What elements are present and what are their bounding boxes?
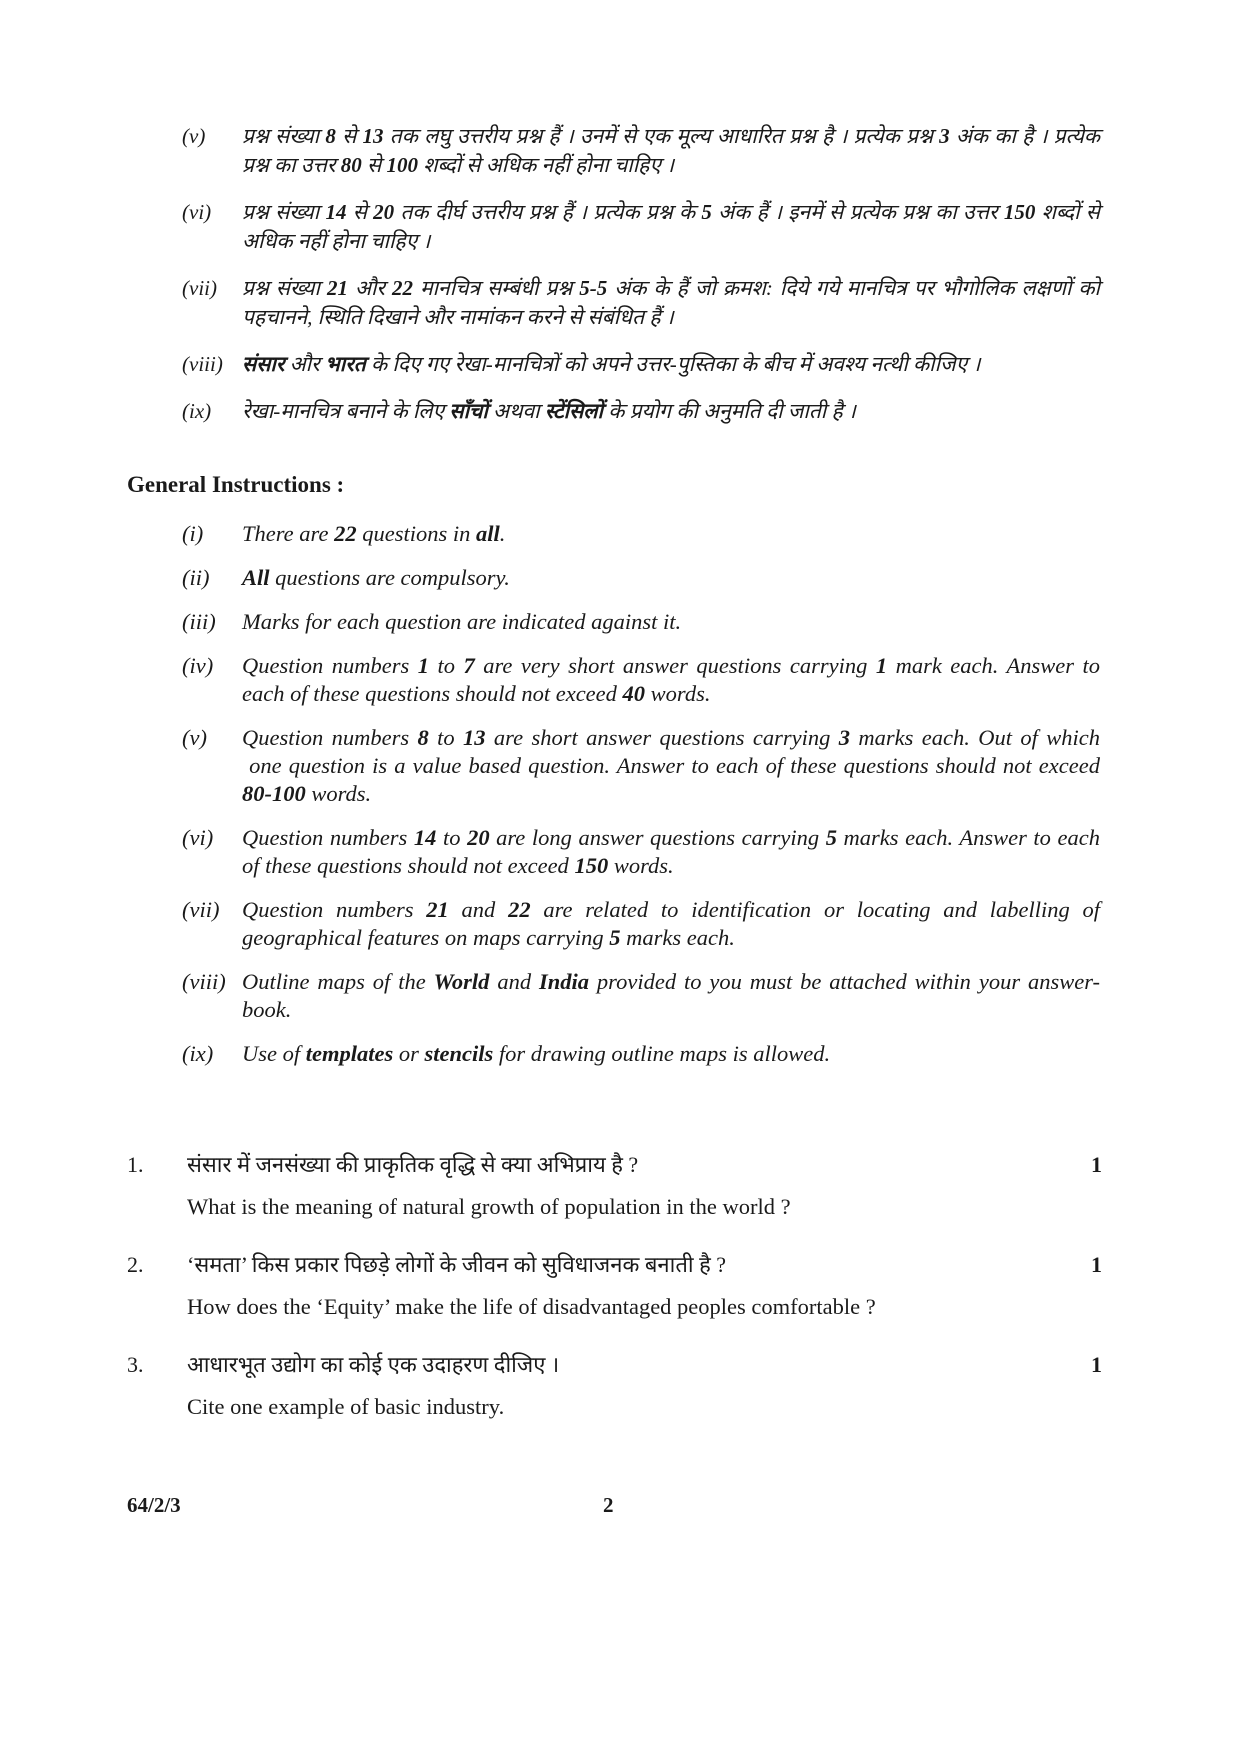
question-hindi-text: संसार में जनसंख्या की प्राकृतिक वृद्धि से क्या अभिप्राय है ? bbox=[187, 1152, 639, 1177]
hindi-instruction-item-number: (vii) bbox=[182, 276, 217, 300]
hindi-instruction-item bbox=[182, 274, 1100, 332]
question-hindi-text: आधारभूत उद्योग का कोई एक उदाहरण दीजिए । bbox=[187, 1352, 560, 1377]
hindi-instruction-item-number: (vi) bbox=[182, 200, 212, 224]
english-instruction-item-text: Question numbers 1 to 7 are very short answer questions carrying 1 mark each. Answer to each of these questions should not exceed 40 words. bbox=[242, 653, 1100, 706]
hindi-instruction-item bbox=[182, 350, 1100, 379]
question-marks: 1 bbox=[1091, 1252, 1102, 1277]
english-instruction-item bbox=[182, 896, 1100, 952]
question-english-text: What is the meaning of natural growth of population in the world ? bbox=[187, 1194, 791, 1219]
english-instruction-item-text: Marks for each question are indicated against it. bbox=[242, 609, 682, 634]
english-instruction-item-text: All questions are compulsory. bbox=[242, 565, 510, 590]
question-marks: 1 bbox=[1091, 1152, 1102, 1177]
question-english-text: How does the ‘Equity’ make the life of disadvantaged peoples comfortable ? bbox=[187, 1294, 876, 1319]
english-instruction-item bbox=[182, 724, 1100, 808]
english-instruction-item-number: (iii) bbox=[182, 609, 216, 634]
english-instruction-item-number: (v) bbox=[182, 725, 207, 750]
english-instruction-item-number: (ix) bbox=[182, 1041, 214, 1066]
english-instruction-item-number: (ii) bbox=[182, 565, 210, 590]
page-number: 2 bbox=[603, 1493, 614, 1517]
hindi-instruction-item-text: प्रश्न संख्या 8 से 13 तक लघु उत्तरीय प्रश्न हैं । उनमें से एक मूल्य आधारित प्रश्न है । प्रत्येक प्रश्न 3 अंक का है । प्रत्येक प्रश्न का उत्तर 80 से 100 शब्दों से अधिक नहीं होना चाहिए । bbox=[242, 124, 1100, 177]
english-instruction-item bbox=[182, 968, 1100, 1024]
question-hindi-text: ‘समता’ किस प्रकार पिछड़े लोगों के जीवन को सुविधाजनक बनाती है ? bbox=[187, 1252, 727, 1277]
hindi-instruction-item-number: (viii) bbox=[182, 352, 223, 376]
english-instruction-item bbox=[182, 1040, 1100, 1068]
hindi-instruction-item-text: प्रश्न संख्या 21 और 22 मानचित्र सम्बंधी प्रश्न 5-5 अंक के हैं जो क्रमश: दिये गये मानचित्र पर भौगोलिक लक्षणों को पहचानने, स्थिति दिखाने और नामांकन करने से संबंधित हैं । bbox=[242, 276, 1100, 329]
english-instruction-item bbox=[182, 824, 1100, 880]
question-marks: 1 bbox=[1091, 1352, 1102, 1377]
hindi-instruction-item bbox=[182, 397, 1100, 426]
english-instructions-list bbox=[182, 520, 1100, 1084]
question-number: 2. bbox=[127, 1252, 144, 1277]
english-instruction-item bbox=[182, 564, 1100, 592]
question-item bbox=[127, 1350, 1102, 1422]
hindi-instructions-list bbox=[182, 122, 1100, 444]
hindi-instruction-item-number: (ix) bbox=[182, 399, 212, 423]
question-number: 3. bbox=[127, 1352, 144, 1377]
english-instruction-item bbox=[182, 520, 1100, 548]
english-instruction-item-text: Question numbers 14 to 20 are long answer questions carrying 5 marks each. Answer to each of these questions should not exceed 150 words. bbox=[242, 825, 1100, 878]
question-item bbox=[127, 1150, 1102, 1222]
hindi-instruction-item-number: (v) bbox=[182, 124, 206, 148]
general-instructions-heading: General Instructions : bbox=[127, 472, 345, 497]
question-english-text: Cite one example of basic industry. bbox=[187, 1394, 505, 1419]
hindi-instruction-item-text: प्रश्न संख्या 14 से 20 तक दीर्घ उत्तरीय प्रश्न हैं । प्रत्येक प्रश्न के 5 अंक हैं । इनमें से प्रत्येक प्रश्न का उत्तर 150 शब्दों से अधिक नहीं होना चाहिए । bbox=[242, 200, 1100, 253]
english-instruction-item-text: Use of templates or stencils for drawing outline maps is allowed. bbox=[242, 1041, 831, 1066]
english-instruction-item-text: Question numbers 21 and 22 are related to identification or locating and labelling of geographical features on maps carrying 5 marks each. bbox=[242, 897, 1101, 950]
question-row bbox=[127, 1250, 1102, 1280]
english-instruction-item-number: (iv) bbox=[182, 653, 214, 678]
question-row bbox=[127, 1150, 1102, 1180]
english-instruction-item-number: (viii) bbox=[182, 969, 226, 994]
questions-section bbox=[127, 1150, 1102, 1450]
english-instruction-item-text: Outline maps of the World and India provided to you must be attached within your answer-book. bbox=[242, 969, 1101, 1022]
question-item bbox=[127, 1250, 1102, 1322]
hindi-instruction-item bbox=[182, 122, 1100, 180]
english-instruction-item bbox=[182, 608, 1100, 636]
hindi-instruction-item-text: रेखा-मानचित्र बनाने के लिए साँचों अथवा स्टेंसिलों के प्रयोग की अनुमति दी जाती है । bbox=[242, 399, 856, 423]
english-instruction-item-number: (vii) bbox=[182, 897, 220, 922]
question-number: 1. bbox=[127, 1152, 144, 1177]
english-instruction-item-number: (vi) bbox=[182, 825, 214, 850]
paper-code: 64/2/3 bbox=[127, 1493, 181, 1517]
hindi-instruction-item bbox=[182, 198, 1100, 256]
question-row bbox=[127, 1350, 1102, 1380]
english-instruction-item-text: Question numbers 8 to 13 are short answer questions carrying 3 marks each. Out of which one question is a value based question. Answer to each of these questions should not exceed 80-100 words. bbox=[242, 725, 1100, 806]
english-instruction-item bbox=[182, 652, 1100, 708]
hindi-instruction-item-text: संसार और भारत के दिए गए रेखा-मानचित्रों को अपने उत्तर-पुस्तिका के बीच में अवश्य नत्थी कीजिए । bbox=[242, 352, 981, 376]
english-instruction-item-text: There are 22 questions in all. bbox=[242, 521, 506, 546]
english-instruction-item-number: (i) bbox=[182, 521, 204, 546]
